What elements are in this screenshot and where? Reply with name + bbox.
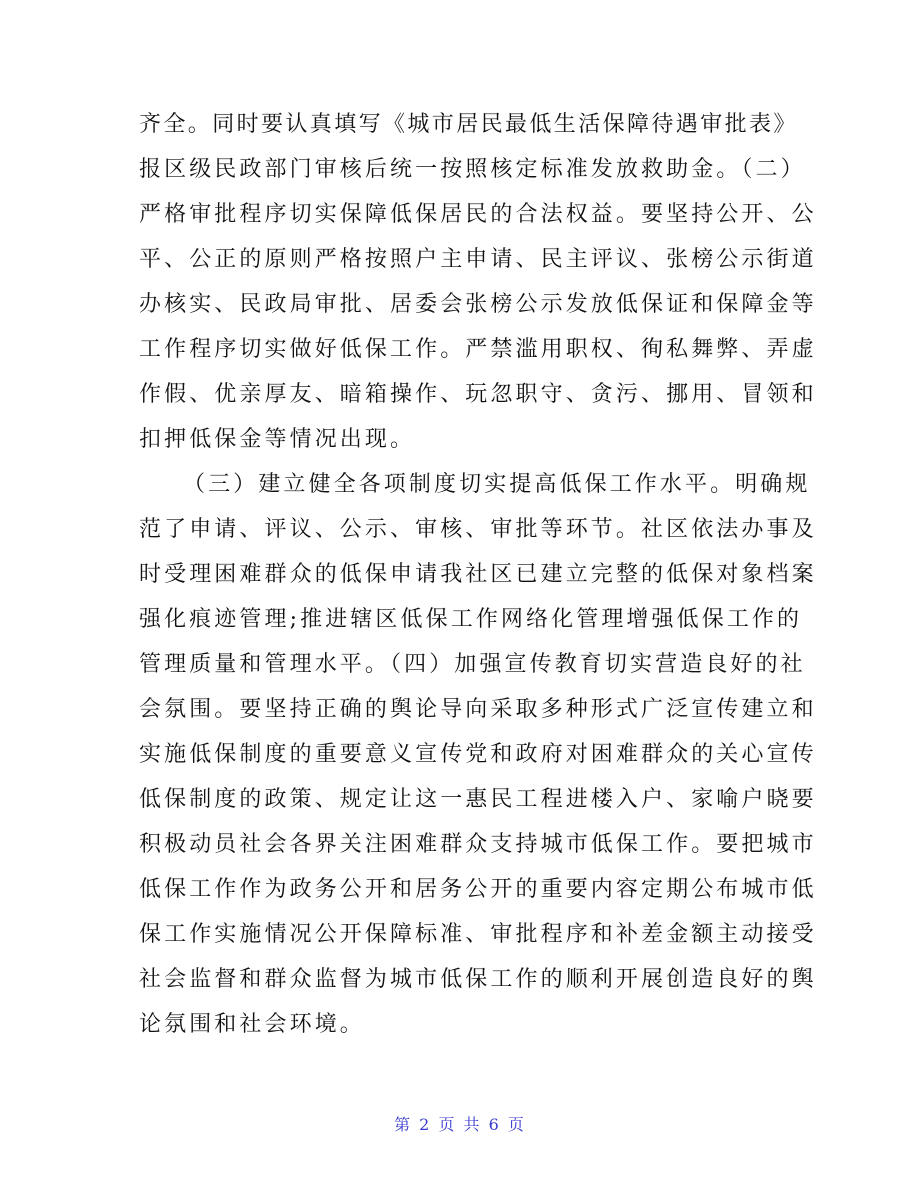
text-line: 严格审批程序切实保障低保居民的合法权益。要坚持公开、公 — [139, 202, 817, 227]
text-line: 积极动员社会各界关注困难群众支持城市低保工作。要把城市 — [139, 832, 817, 857]
text-line: 会氛围。要坚持正确的舆论导向采取多种形式广泛宣传建立和 — [139, 697, 817, 722]
document-body — [139, 102, 817, 1047]
text-line: 实施低保制度的重要意义宣传党和政府对困难群众的关心宣传 — [139, 742, 817, 767]
text-line: 社会监督和群众监督为城市低保工作的顺利开展创造良好的舆 — [139, 967, 817, 992]
text-line: 论氛围和社会环境。 — [139, 1012, 365, 1037]
text-line: 齐全。同时要认真填写《城市居民最低生活保障待遇审批表》 — [139, 112, 798, 137]
text-line: 办核实、民政局审批、居委会张榜公示发放低保证和保障金等 — [139, 292, 817, 317]
text-line: 扣押低保金等情况出现。 — [139, 427, 416, 452]
text-line: 强化痕迹管理;推进辖区低保工作网络化管理增强低保工作的 — [139, 607, 803, 632]
text-line: 报区级民政部门审核后统一按照核定标准发放救助金。（二） — [139, 157, 806, 182]
text-line: 平、公正的原则严格按照户主申请、民主评议、张榜公示街道 — [139, 247, 817, 272]
text-line: 作假、优亲厚友、暗箱操作、玩忽职守、贪污、挪用、冒领和 — [139, 382, 817, 407]
text-line: 管理质量和管理水平。（四）加强宣传教育切实营造良好的社 — [139, 652, 806, 677]
text-line: 工作程序切实做好低保工作。严禁滥用职权、徇私舞弊、弄虚 — [139, 337, 817, 362]
text-line: 保工作实施情况公开保障标准、审批程序和补差金额主动接受 — [139, 922, 817, 947]
paragraph-start-line: （三）建立健全各项制度切实提高低保工作水平。明确规 — [183, 472, 811, 497]
text-line: 时受理困难群众的低保申请我社区已建立完整的低保对象档案 — [139, 562, 817, 587]
text-line: 低保制度的政策、规定让这一惠民工程进楼入户、家喻户晓要 — [139, 787, 817, 812]
text-line: 范了申请、评议、公示、审核、审批等环节。社区依法办事及 — [139, 517, 817, 542]
text-line: 低保工作作为政务公开和居务公开的重要内容定期公布城市低 — [139, 877, 817, 902]
page-number-footer: 第 2 页 共 6 页 — [394, 1115, 526, 1134]
